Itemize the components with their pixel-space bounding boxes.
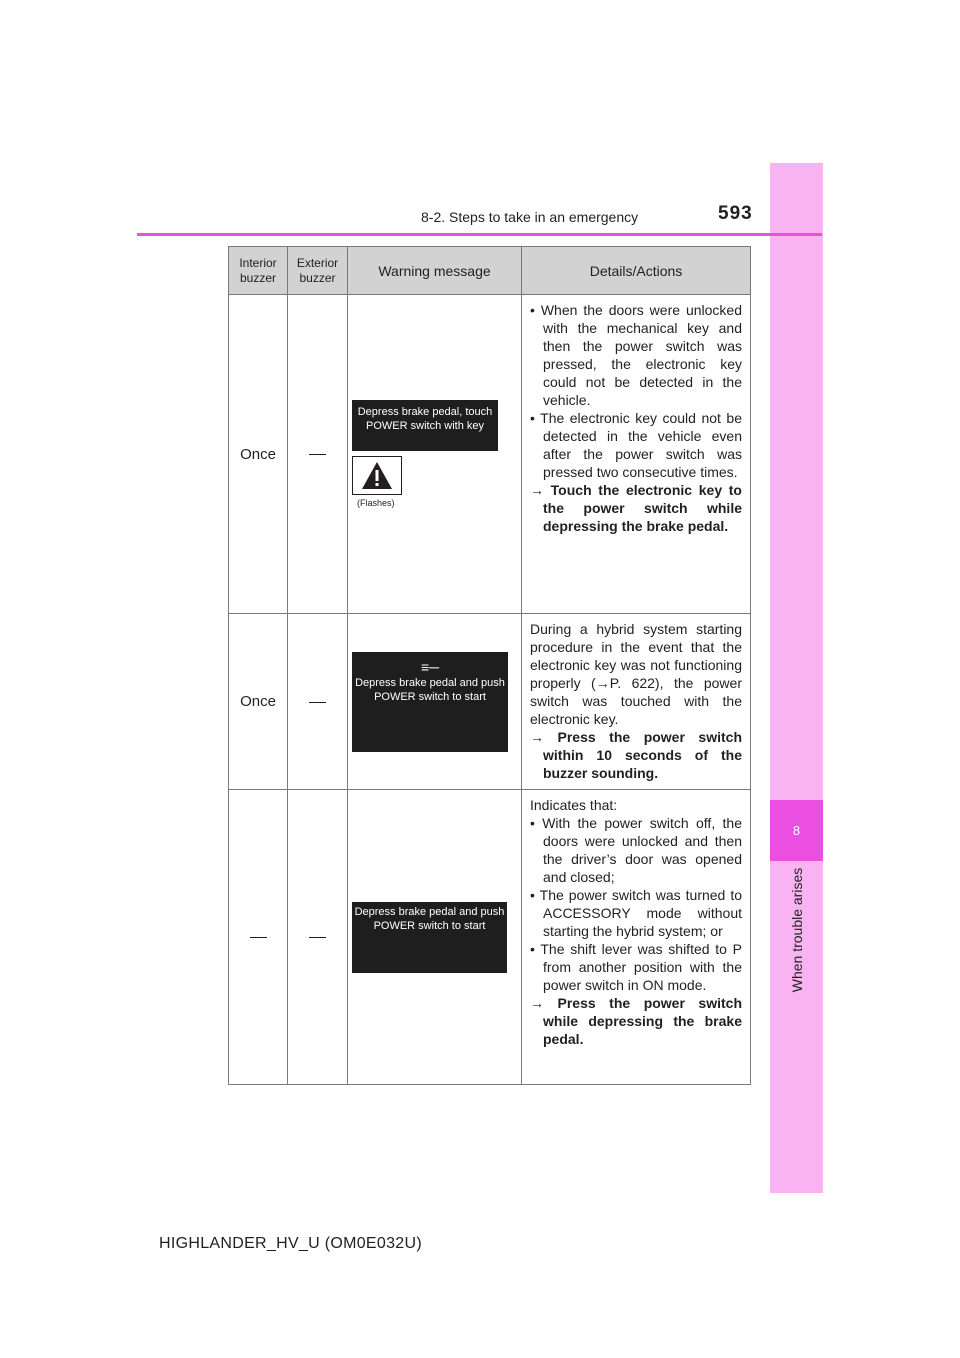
exterior-buzzer-cell xyxy=(288,295,348,614)
exterior-buzzer-cell xyxy=(288,790,348,1085)
exterior-buzzer-cell xyxy=(288,614,348,790)
detail-intro: Indicates that: xyxy=(530,797,618,813)
document-id: HIGHLANDER_HV_U (OM0E032U) xyxy=(159,1235,422,1252)
page-number: 593 xyxy=(718,203,753,224)
warning-table xyxy=(228,246,751,1085)
display-message: Depress brake pedal and push POWER switch to start xyxy=(352,902,507,973)
detail-bullet: • The electronic key could not be detected in the vehicle even after the power switch was pressed two consecutive times. xyxy=(530,410,742,480)
display-message: Depress brake pedal, touch POWER switch with key xyxy=(352,400,498,451)
table-row xyxy=(229,790,751,1085)
interior-buzzer-cell: Once xyxy=(229,614,288,790)
warning-message-cell xyxy=(348,295,522,614)
dash xyxy=(309,454,326,455)
detail-action: → Press the power switch while depressing the brake pedal. xyxy=(530,995,742,1047)
header-exterior-buzzer: Exterior buzzer xyxy=(288,247,348,295)
details-cell xyxy=(522,614,751,790)
detail-text: During a hybrid system starting procedure in the event that the electronic key was not functioning properly (→P. 622), the power switch was touched with the electronic key. xyxy=(530,621,742,727)
key-icon: ≡─ xyxy=(420,658,440,675)
detail-action: → Press the power switch within 10 seconds of the buzzer sounding. xyxy=(530,729,742,781)
header-warning-message: Warning message xyxy=(348,247,522,295)
chapter-number: 8 xyxy=(792,823,801,838)
details-cell xyxy=(522,295,751,614)
table-row xyxy=(229,295,751,614)
interior-buzzer-cell xyxy=(229,790,288,1085)
header-rule xyxy=(137,233,822,236)
details-cell xyxy=(522,790,751,1085)
section-title: 8-2. Steps to take in an emergency xyxy=(421,209,639,225)
dash xyxy=(250,937,267,938)
display-message: Depress brake pedal and push POWER switch to start xyxy=(355,676,505,703)
dash xyxy=(309,937,326,938)
detail-bullet: • When the doors were unlocked with the mechanical key and then the power switch was pressed, the electronic key could not be detected in the vehicle. xyxy=(530,302,742,408)
warning-triangle-icon xyxy=(352,456,402,495)
flashes-label: (Flashes) xyxy=(357,498,395,508)
side-tab xyxy=(770,163,823,1193)
warning-message-cell xyxy=(348,790,522,1085)
warning-message-cell xyxy=(348,614,522,790)
chapter-title: When trouble arises xyxy=(789,867,805,993)
detail-action: → Touch the electronic key to the power switch while depressing the brake pedal. xyxy=(530,482,742,534)
detail-bullet: • The shift lever was shifted to P from another position with the power switch in ON mode. xyxy=(530,941,742,993)
table-header-row xyxy=(229,247,751,295)
header-details-actions: Details/Actions xyxy=(522,247,751,295)
interior-buzzer-cell: Once xyxy=(229,295,288,614)
dash xyxy=(309,702,326,703)
header-interior-buzzer: Interior buzzer xyxy=(229,247,288,295)
display-message-panel xyxy=(352,652,508,752)
table-row xyxy=(229,614,751,790)
detail-bullet: • The power switch was turned to ACCESSORY mode without starting the hybrid system; or xyxy=(530,887,742,939)
detail-bullet: • With the power switch off, the doors were unlocked and then the driver’s door was opened and closed; xyxy=(530,815,742,885)
